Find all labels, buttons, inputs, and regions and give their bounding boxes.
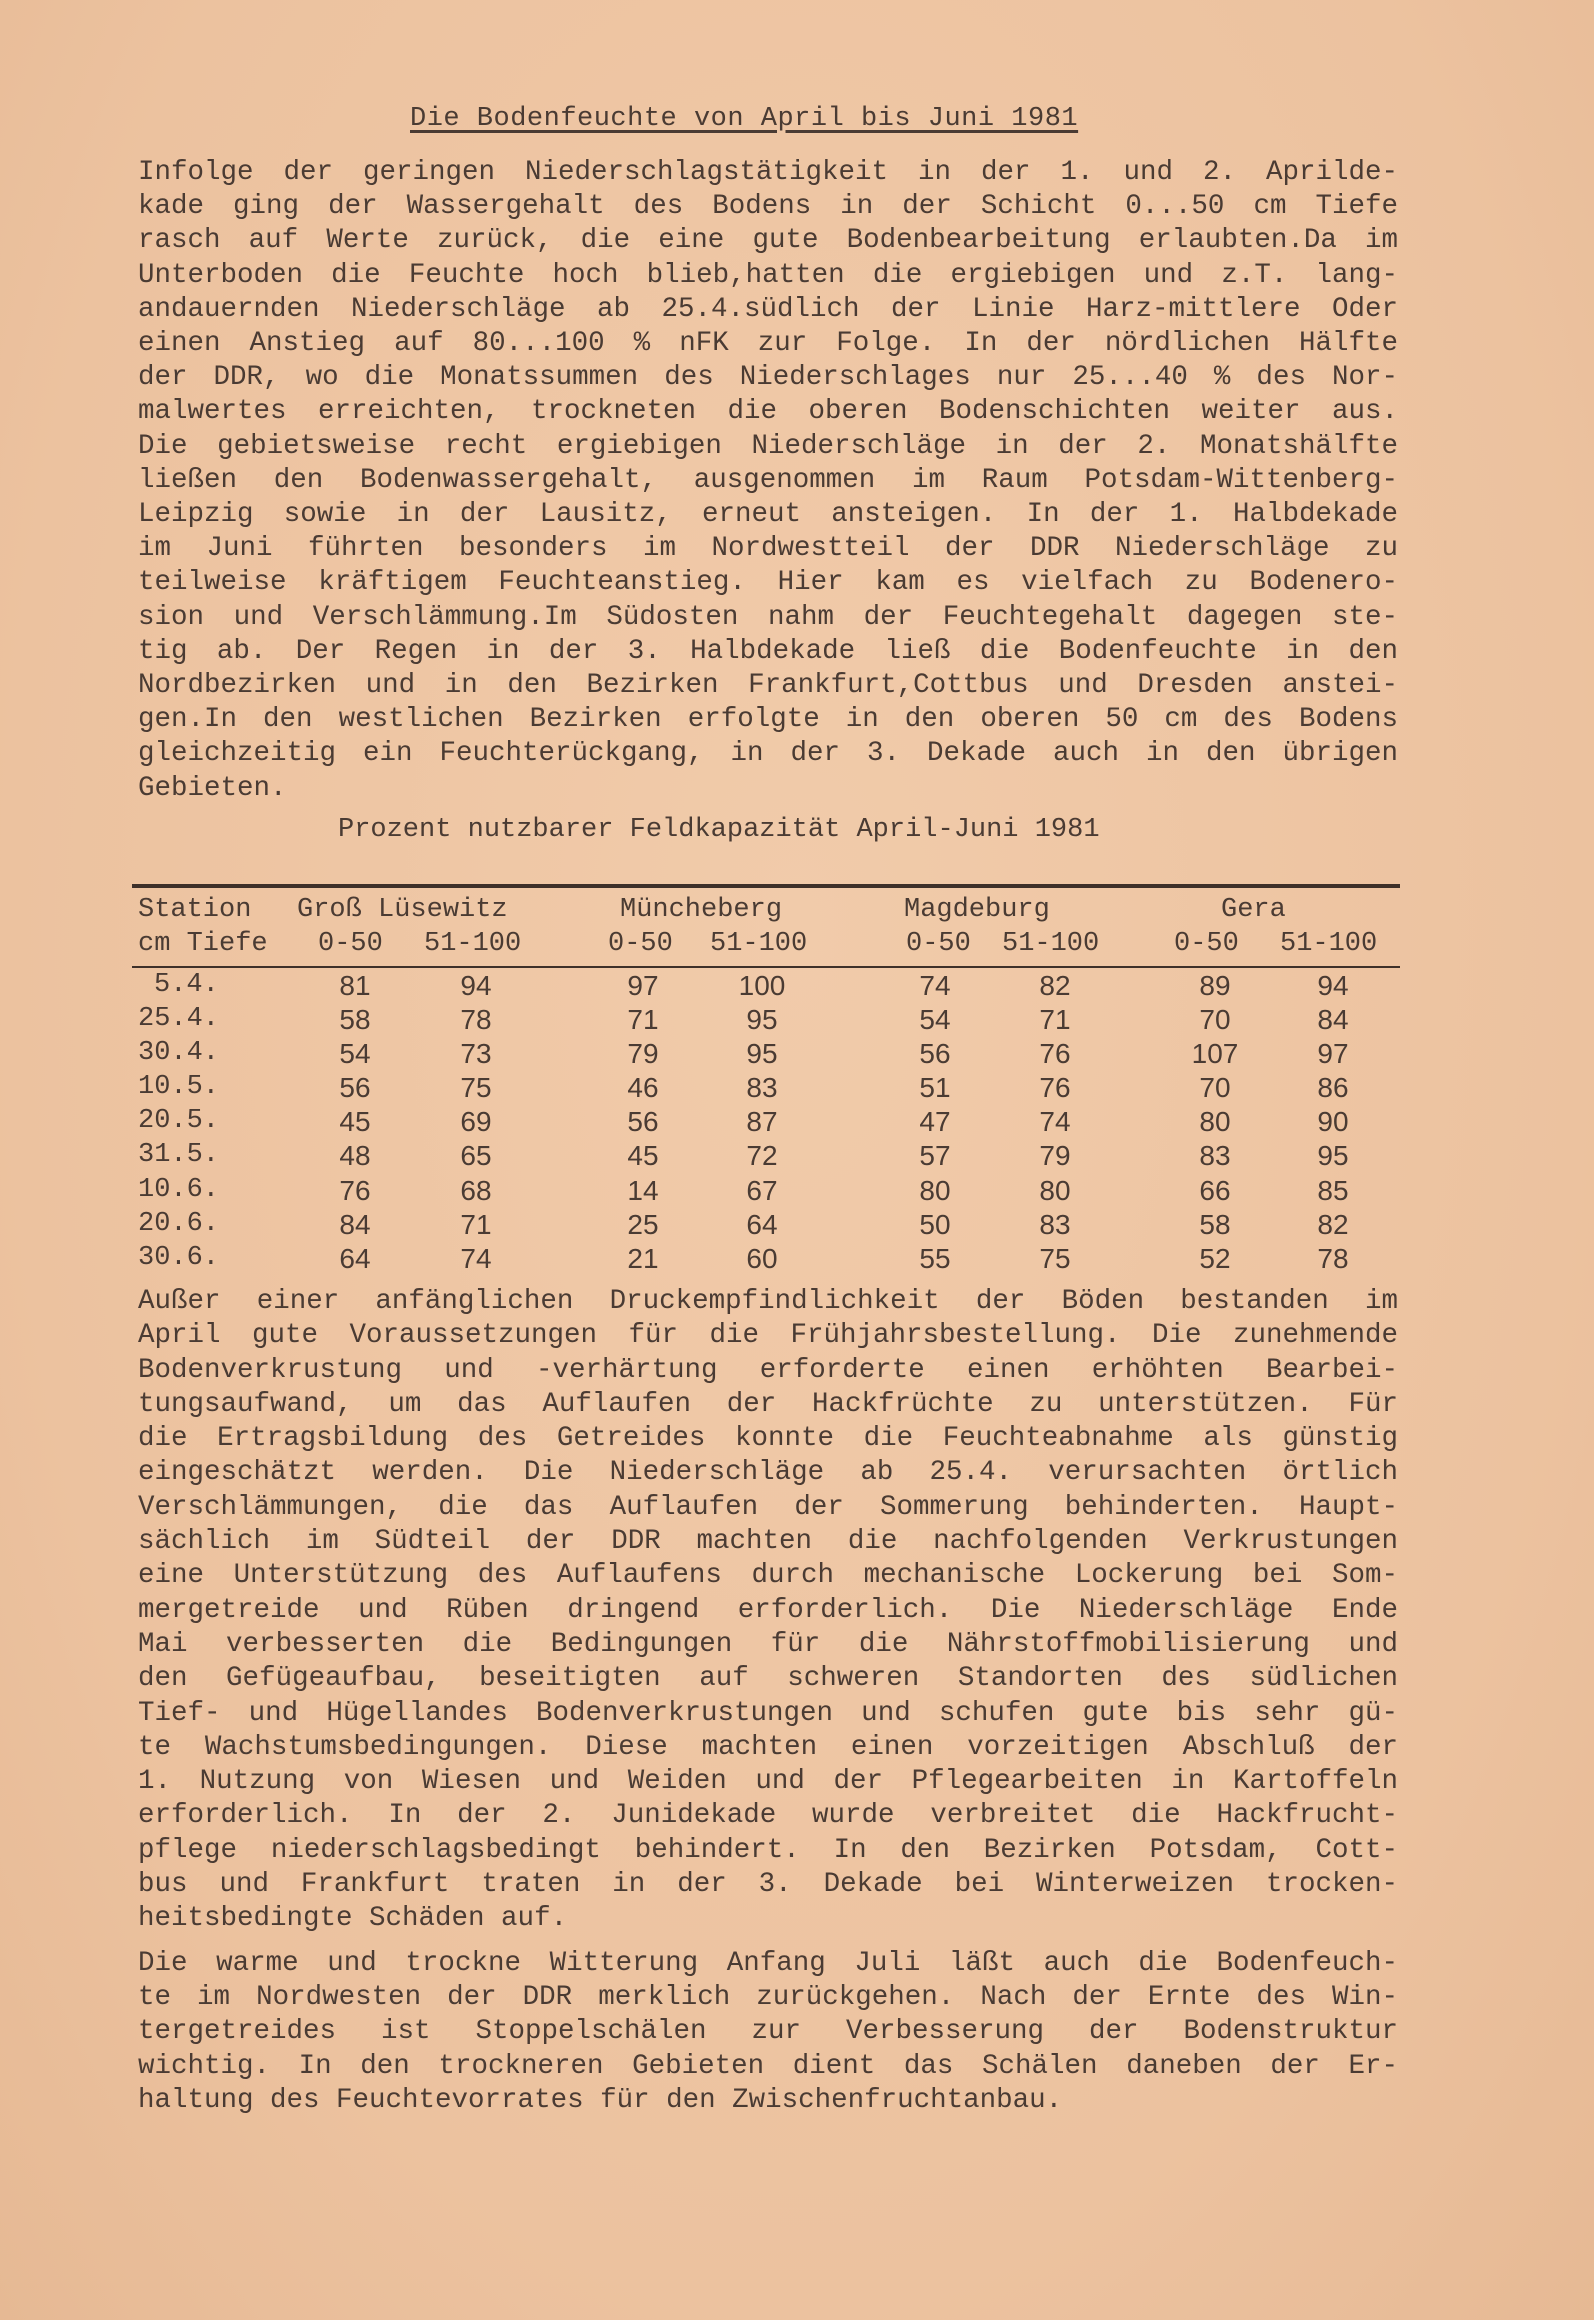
table-cell: 84 [1317, 1004, 1349, 1036]
table-cell: 71 [627, 1004, 659, 1036]
header-depth-col: 51-100 [1280, 929, 1378, 959]
table-cell: 80 [919, 1174, 951, 1206]
text-line: Bodenverkrustung und -verhärtung erforderte einen erhöhten Bearbei- [138, 1354, 1398, 1386]
table-cell: 54 [339, 1038, 371, 1070]
text-line: wichtig. In den trockneren Gebieten dient das Schälen daneben der Er- [138, 2050, 1398, 2082]
table-cell: 73 [460, 1038, 492, 1070]
table-cell: 74 [460, 1242, 492, 1274]
table-cell: 70 [1199, 1004, 1231, 1036]
text-line: sächlich im Südteil der DDR machten die nachfolgenden Verkrustungen [138, 1526, 1398, 1558]
table-cell: 70 [1199, 1072, 1231, 1104]
row-date: 20.5. [138, 1106, 220, 1137]
table-cell: 89 [1199, 970, 1231, 1001]
table-cell: 76 [339, 1174, 371, 1206]
row-date: 30.6. [138, 1242, 220, 1273]
document-title: Die Bodenfeuchte von April bis Juni 1981 [410, 104, 1079, 134]
table-cell: 64 [339, 1242, 371, 1274]
table-cell: 85 [1317, 1174, 1349, 1206]
table-row [132, 1036, 1400, 1070]
table-cell: 71 [460, 1208, 492, 1240]
text-line: te im Nordwesten der DDR merklich zurückgehen. Nach der Ernte des Win- [138, 1982, 1398, 2014]
text-line: gen.In den westlichen Bezirken erfolgte in den oberen 50 cm des Bodens [138, 704, 1398, 736]
table-cell: 46 [627, 1072, 659, 1104]
text-line: tungsaufwand, um das Auflaufen der Hackfrüchte zu unterstützen. Für [138, 1388, 1398, 1420]
table-row [132, 1241, 1400, 1275]
header-station-muencheberg: Müncheberg [620, 895, 783, 925]
text-line: im Juni führten besonders im Nordwestteil der DDR Niederschläge zu [138, 533, 1398, 565]
text-line: malwertes erreichten, trockneten die oberen Bodenschichten weiter aus. [138, 396, 1398, 428]
table-header-stations [132, 895, 1400, 929]
text-line: tig ab. Der Regen in der 3. Halbdekade ließ die Bodenfeuchte in den [138, 635, 1398, 667]
header-depth-label: cm Tiefe [138, 929, 268, 959]
table-cell: 74 [1039, 1106, 1071, 1138]
table-cell: 76 [1039, 1072, 1071, 1104]
table-row [132, 1104, 1400, 1138]
table-cell: 78 [460, 1004, 492, 1036]
table-cell: 97 [627, 970, 659, 1001]
text-line: teilweise kräftigem Feuchteanstieg. Hier kam es vielfach zu Bodenero- [138, 567, 1398, 599]
table-cell: 48 [339, 1140, 371, 1172]
table-cell: 56 [627, 1106, 659, 1138]
table-cell: 90 [1317, 1106, 1349, 1138]
text-line: kade ging der Wassergehalt des Bodens in der Schicht 0...50 cm Tiefe [138, 191, 1398, 223]
table-cell: 95 [746, 1004, 778, 1036]
header-station-magdeburg: Magdeburg [904, 895, 1050, 925]
text-line: Außer einer anfänglichen Druckempfindlichkeit der Böden bestanden im [138, 1286, 1398, 1317]
table-row [132, 1173, 1400, 1207]
text-line: Gebieten. [138, 772, 287, 804]
table-cell: 56 [339, 1072, 371, 1104]
table-cell: 87 [746, 1106, 778, 1138]
paragraph-intro [138, 156, 1398, 806]
header-depth-col: 0-50 [906, 929, 971, 959]
table-cell: 79 [1039, 1140, 1071, 1172]
text-line: sion und Verschlämmung.Im Südosten nahm der Feuchtegehalt dagegen ste- [138, 601, 1398, 633]
row-date: 25.4. [138, 1004, 220, 1035]
text-line: ließen den Bodenwassergehalt, ausgenommen im Raum Potsdam-Wittenberg- [138, 464, 1398, 496]
table-cell: 45 [339, 1106, 371, 1138]
paragraph-outlook [138, 1947, 1398, 2118]
table-cell: 25 [627, 1208, 659, 1240]
table-cell: 54 [919, 1004, 951, 1036]
table-cell: 58 [339, 1004, 371, 1036]
header-depth-col: 51-100 [1002, 929, 1100, 959]
table-cell: 74 [919, 970, 951, 1001]
table-cell: 55 [919, 1242, 951, 1274]
text-line: te Wachstumsbedingungen. Diese machten einen vorzeitigen Abschluß der [138, 1731, 1398, 1763]
text-line: Unterboden die Feuchte hoch blieb,hatten die ergiebigen und z.T. lang- [138, 259, 1398, 291]
paragraph-field-work [138, 1285, 1398, 1937]
table-cell: 57 [919, 1140, 951, 1172]
text-line: Mai verbesserten die Bedingungen für die Nährstoffmobilisierung und [138, 1628, 1398, 1660]
table-cell: 76 [1039, 1038, 1071, 1070]
text-line: eingeschätzt werden. Die Niederschläge ab 25.4. verursachten örtlich [138, 1457, 1398, 1489]
table-cell: 72 [746, 1140, 778, 1172]
row-date: 10.5. [138, 1072, 220, 1103]
header-depth-col: 51-100 [424, 929, 522, 959]
text-line: der DDR, wo die Monatssummen des Niederschlages nur 25...40 % des Nor- [138, 362, 1398, 394]
table-cell: 86 [1317, 1072, 1349, 1104]
table-cell: 94 [460, 970, 492, 1001]
text-line: April gute Voraussetzungen für die Frühjahrsbestellung. Die zunehmende [138, 1320, 1398, 1352]
table-row [132, 1002, 1400, 1036]
table-cell: 51 [919, 1072, 951, 1104]
text-line: Tief- und Hügellandes Bodenverkrustungen und schufen gute bis sehr gü- [138, 1697, 1398, 1729]
table-cell: 107 [1191, 1038, 1239, 1070]
text-line: bus und Frankfurt traten in der 3. Dekade bei Winterweizen trocken- [138, 1869, 1398, 1901]
table-cell: 69 [460, 1106, 492, 1138]
table-cell: 65 [460, 1140, 492, 1172]
header-station-label: Station [138, 895, 252, 925]
table-cell: 83 [1039, 1208, 1071, 1240]
text-line: pflege niederschlagsbedingt behindert. In den Bezirken Potsdam, Cott- [138, 1834, 1398, 1866]
table-cell: 95 [1317, 1140, 1349, 1172]
header-depth-col: 0-50 [318, 929, 383, 959]
table-cell: 97 [1317, 1038, 1349, 1070]
header-station-gera: Gera [1221, 895, 1286, 925]
text-line: mergetreide und Rüben dringend erforderlich. Die Niederschläge Ende [138, 1594, 1398, 1626]
text-line: die Ertragsbildung des Getreides konnte die Feuchteabnahme als günstig [138, 1423, 1398, 1455]
table-cell: 56 [919, 1038, 951, 1070]
text-line: eine Unterstützung des Auflaufens durch mechanische Lockerung bei Som- [138, 1560, 1398, 1592]
table-cell: 50 [919, 1208, 951, 1240]
text-line: andauernden Niederschläge ab 25.4.südlich der Linie Harz-mittlere Oder [138, 293, 1398, 325]
header-station-gross-luesewitz: Groß Lüsewitz [297, 895, 508, 925]
table-top-rule [132, 884, 1400, 888]
text-line: tergetreides ist Stoppelschälen zur Verbesserung der Bodenstruktur [138, 2016, 1398, 2048]
text-line: Infolge der geringen Niederschlagstätigkeit in der 1. und 2. Aprilde- [138, 157, 1398, 188]
row-date: 30.4. [138, 1038, 220, 1069]
table-cell: 64 [746, 1208, 778, 1240]
table-cell: 68 [460, 1174, 492, 1206]
table-body [132, 968, 1400, 1275]
text-line: haltung des Feuchtevorrates für den Zwischenfruchtanbau. [138, 2084, 1063, 2116]
text-line: den Gefügeaufbau, beseitigten auf schweren Standorten des südlichen [138, 1663, 1398, 1695]
table-cell: 80 [1199, 1106, 1231, 1138]
table-cell: 75 [460, 1072, 492, 1104]
header-depth-col: 0-50 [1174, 929, 1239, 959]
table-row [132, 1070, 1400, 1104]
text-line: heitsbedingte Schäden auf. [138, 1903, 568, 1935]
text-line: Verschlämmungen, die das Auflaufen der Sommerung behinderten. Haupt- [138, 1491, 1398, 1523]
text-line: rasch auf Werte zurück, die eine gute Bodenbearbeitung erlaubten.Da im [138, 225, 1398, 257]
table-caption: Prozent nutzbarer Feldkapazität April-Juni 1981 [338, 815, 1100, 845]
table-cell: 45 [627, 1140, 659, 1172]
table-cell: 84 [339, 1208, 371, 1240]
table-cell: 79 [627, 1038, 659, 1070]
text-line: 1. Nutzung von Wiesen und Weiden und der Pflegearbeiten in Kartoffeln [138, 1766, 1398, 1798]
table-cell: 21 [627, 1242, 659, 1274]
text-line: gleichzeitig ein Feuchterückgang, in der 3. Dekade auch in den übrigen [138, 738, 1398, 770]
table-cell: 14 [627, 1174, 659, 1206]
table-cell: 58 [1199, 1208, 1231, 1240]
table-cell: 80 [1039, 1174, 1071, 1206]
table-cell: 67 [746, 1174, 778, 1206]
row-date: 20.6. [138, 1208, 220, 1239]
table-cell: 95 [746, 1038, 778, 1070]
table-cell: 81 [339, 970, 371, 1001]
row-date: 10.6. [138, 1174, 220, 1205]
table-cell: 94 [1317, 970, 1349, 1001]
row-date: 5.4. [154, 970, 219, 1000]
table-cell: 83 [746, 1072, 778, 1104]
text-line: Leipzig sowie in der Lausitz, erneut ansteigen. In der 1. Halbdekade [138, 499, 1398, 531]
table-cell: 52 [1199, 1242, 1231, 1274]
row-date: 31.5. [138, 1140, 220, 1171]
table-cell: 75 [1039, 1242, 1071, 1274]
table-row [132, 968, 1400, 1002]
header-depth-col: 0-50 [608, 929, 673, 959]
table-cell: 82 [1039, 970, 1071, 1001]
text-line: Die gebietsweise recht ergiebigen Niederschläge in der 2. Monatshälfte [138, 430, 1398, 462]
table-cell: 47 [919, 1106, 951, 1138]
text-line: einen Anstieg auf 80...100 % nFK zur Folge. In der nördlichen Hälfte [138, 328, 1398, 360]
table-cell: 78 [1317, 1242, 1349, 1274]
table-row [132, 1138, 1400, 1172]
text-line: erforderlich. In der 2. Junidekade wurde verbreitet die Hackfrucht- [138, 1800, 1398, 1832]
table-cell: 82 [1317, 1208, 1349, 1240]
table-cell: 66 [1199, 1174, 1231, 1206]
table-row [132, 1207, 1400, 1241]
text-line: Nordbezirken und in den Bezirken Frankfurt,Cottbus und Dresden anstei- [138, 670, 1398, 702]
header-depth-col: 51-100 [710, 929, 808, 959]
text-line: Die warme und trockne Witterung Anfang Juli läßt auch die Bodenfeuch- [138, 1948, 1398, 1979]
table-cell: 83 [1199, 1140, 1231, 1172]
table-cell: 100 [738, 970, 786, 1001]
table-cell: 71 [1039, 1004, 1071, 1036]
table-cell: 60 [746, 1242, 778, 1274]
table-header-depths [132, 929, 1400, 963]
